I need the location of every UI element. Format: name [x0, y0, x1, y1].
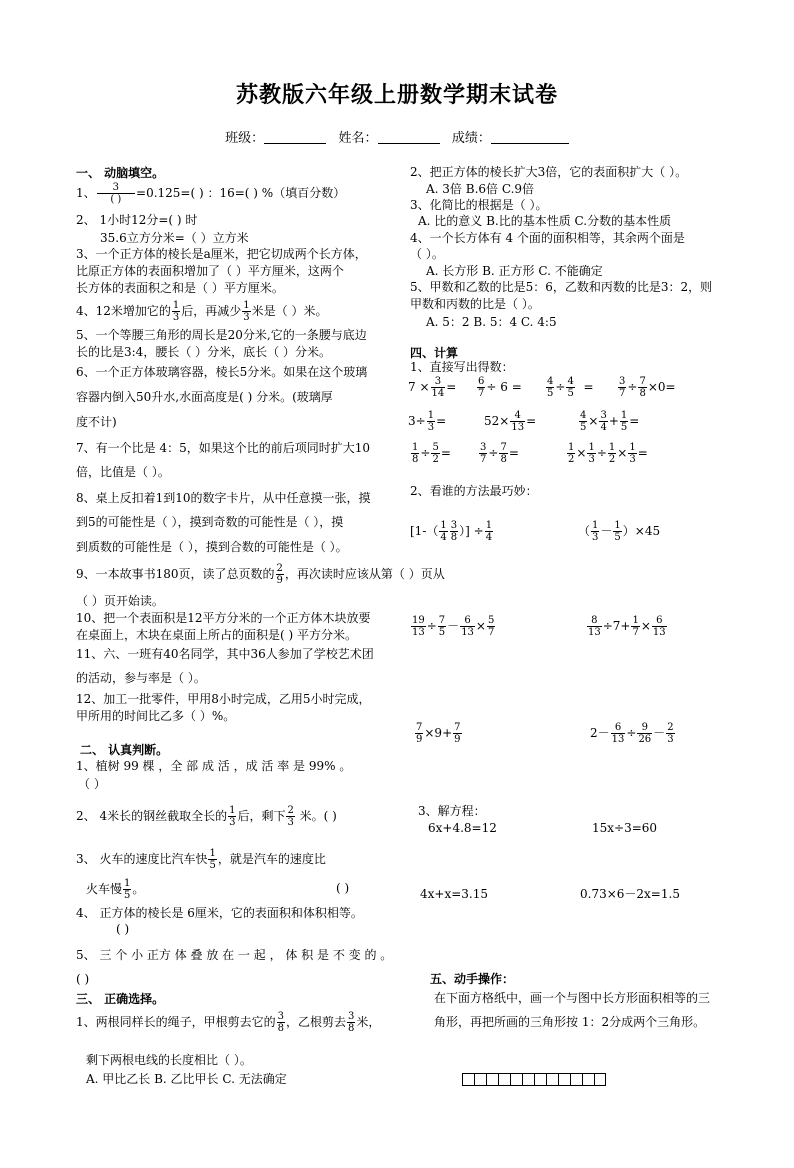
section-2-title: 二、 认真判断。 — [80, 743, 169, 757]
question-8-c: 到质数的可能性是（ ），摸到合数的可能性是（ ）。 — [76, 540, 348, 554]
calc-expr: $\frac{4}{5}$ ÷ $\frac{4}{5}$ = — [547, 376, 594, 399]
judge-3-b: 火车慢 $\frac{1}{5}$ 。 — [86, 878, 145, 901]
calc-expr: $\frac{1}{8}$ ÷ $\frac{5}{2}$ = — [412, 442, 451, 465]
choice-3-options: A. 比的意义 B.比的基本性质 C.分数的基本性质 — [418, 214, 672, 228]
question-3-a: 3、一个正方体的棱长是a厘米，把它切成两个长方体， — [76, 247, 367, 261]
judge-4-b: ( ) — [116, 922, 130, 936]
question-3-b: 比原正方体的表面积增加了（ ）平方厘米，这两个 — [76, 264, 344, 278]
judge-3-answer: ( ) — [336, 881, 350, 895]
section-5-title: 五、动手操作： — [430, 972, 515, 986]
question-9-a: 9、一本故事书180页，读了总页数的 $\frac{2}{9}$ ，再次读时应该从第（ ）页从 — [76, 563, 445, 586]
grid-paper[interactable] — [462, 1073, 606, 1086]
class-label: 班级： — [225, 131, 265, 146]
calc-1-title: 1、直接写出得数： — [410, 360, 514, 374]
calc-expr: $\frac{4}{5}$ × $\frac{3}{4}$ + $\frac{1}{5}$ = — [580, 410, 640, 433]
judge-1-b: （ ） — [78, 777, 106, 791]
calc-expr: 7 × $\frac{3}{14}$ = — [408, 376, 457, 399]
question-11-a: 11、六、一班有40名同学，其中36人参加了学校艺术团 — [76, 647, 374, 661]
choice-4-b: （ ）。 — [410, 247, 444, 261]
calc-expr: $\frac{3}{7}$ ÷ $\frac{7}{8}$ ×0= — [619, 376, 676, 399]
score-label: 成绩： — [451, 131, 491, 146]
question-4: 4、12米增加它的 $\frac{1}{3}$ 后，再减少 $\frac{1}{3}$ 米是（ ）米。 — [76, 300, 328, 323]
choice-4-a: 4、一个长方体有 4 个面的面积相等，其余两个面是 — [410, 231, 685, 245]
name-field[interactable] — [378, 131, 440, 144]
section-1-title: 一、 动脑填空。 — [76, 166, 165, 180]
calc-expr: （ $\frac{1}{3}$ － $\frac{1}{5}$ ）×45 — [578, 520, 661, 543]
question-2-a: 2、 1小时12分=( ) 时 — [76, 213, 198, 227]
equation-2: 15x÷3=60 — [592, 821, 658, 835]
calc-expr: 52× $\frac{4}{13}$ = — [484, 410, 537, 433]
choice-5-a: 5、甲数和乙数的比是5：6，乙数和丙数的比是3：2，则 — [410, 280, 713, 294]
section-3-title: 三、 正确选择。 — [76, 992, 165, 1006]
operation-text-a: 在下面方格纸中，画一个与图中长方形面积相等的三 — [434, 991, 711, 1005]
equation-4: 0.73×6－2x=1.5 — [580, 887, 680, 901]
calc-expr: [1-（ $\frac{1}{4}$ $\frac{3}{8}$ ）] ÷ $\frac{1}{4}$ — [410, 520, 493, 543]
judge-3-a: 3、 火车的速度比汽车快 $\frac{1}{5}$ ，就是汽车的速度比 — [76, 848, 326, 871]
question-8-b: 到5的可能性是（ ），摸到奇数的可能性是（ ），摸 — [76, 515, 344, 529]
choice-1-options: A. 甲比乙长 B. 乙比甲长 C. 无法确定 — [86, 1072, 287, 1086]
fraction: $\frac{3}{( )}$ — [97, 182, 135, 205]
question-12-a: 12、加工一批零件，甲用8小时完成，乙用5小时完成， — [76, 692, 371, 706]
judge-1-a: 1、植树 99 棵 ，全 部 成 活 ，成 活 率 是 99% 。 — [76, 759, 352, 773]
judge-2: 2、 4米长的钢丝截取全长的 $\frac{1}{3}$ 后，剩下 $\frac{2}{3}$ 米。( ) — [76, 805, 337, 828]
calc-expr: 2－ $\frac{6}{13}$ ÷ $\frac{9}{26}$ － $\frac{2}{3}$ — [590, 722, 674, 745]
calc-expr: $\frac{7}{9}$ ×9+ $\frac{7}{9}$ — [416, 722, 461, 745]
choice-5-b: 甲数和丙数的比是（ ）。 — [410, 297, 540, 311]
name-label: 姓名： — [338, 131, 378, 146]
question-2-b: 35.6立方分米=（ ）立方米 — [100, 231, 249, 245]
choice-1-a: 1、两根同样长的绳子，甲根剪去它的 $\frac{3}{8}$ ，乙根剪去 $\frac{3}{8}$ 米， — [76, 1011, 381, 1034]
calc-expr: $\frac{3}{7}$ ÷ $\frac{7}{8}$ = — [480, 442, 519, 465]
question-10-b: 在桌面上，木块在桌面上所占的面积是( ) 平方分米。 — [76, 628, 357, 642]
choice-4-options: A. 长方形 B. 正方形 C. 不能确定 — [426, 264, 603, 278]
judge-4-a: 4、 正方体的棱长是 6厘米，它的表面积和体积相等。 — [76, 906, 363, 920]
calc-expr: $\frac{8}{13}$ ÷7+ $\frac{1}{7}$ × $\frac{6}{13}$ — [588, 615, 666, 638]
page-title: 苏教版六年级上册数学期末试卷 — [235, 83, 558, 108]
question-7-a: 7、有一个比是 4：5，如果这个比的前后项同时扩大10 — [76, 441, 370, 455]
question-5-a: 5、一个等腰三角形的周长是20分米,它的一条腰与底边 — [76, 328, 367, 342]
choice-2-options: A. 3倍 B.6倍 C.9倍 — [426, 182, 535, 196]
calc-3-title: 3、解方程： — [418, 804, 486, 818]
choice-2-a: 2、把正方体的棱长扩大3倍，它的表面积扩大（ ）。 — [410, 165, 688, 179]
question-5-b: 长的比是3:4，腰长（ ）分米，底长（ ）分米。 — [76, 345, 331, 359]
choice-3-a: 3、化简比的根据是（ ）。 — [410, 198, 548, 212]
question-6-b: 容器内倒入50升水,水面高度是( ) 分米。(玻璃厚 — [76, 390, 333, 404]
operation-text-b: 角形，再把所画的三角形按 1：2分成两个三角形。 — [434, 1015, 706, 1029]
student-info-line — [0, 127, 794, 146]
calc-expr: $\frac{19}{13}$ ÷ $\frac{7}{5}$ － $\frac{6}{13}$ × $\frac{5}{7}$ — [412, 615, 495, 638]
section-4-title: 四、计算 — [410, 346, 459, 360]
equation-3: 4x+x=3.15 — [420, 887, 488, 901]
question-10-a: 10、把一个表面积是12平方分米的一个正方体木块放要 — [76, 611, 371, 625]
question-6-a: 6、一个正方体玻璃容器，棱长5分米。如果在这个玻璃 — [76, 365, 368, 379]
calc-2-title: 2、看谁的方法最巧妙： — [410, 484, 538, 498]
judge-5-a: 5、 三 个 小 正方 体 叠 放 在 一 起 ， 体 积 是 不 变 的 。 — [76, 948, 393, 962]
question-9-b: （ ）页开始读。 — [76, 594, 164, 608]
question-3-c: 长方体的表面积之和是（ ）平方厘米。 — [76, 281, 284, 295]
question-1: 1、 $\frac{3}{( )}$ =0.125=( ) ：16=( ) %（填百分数） — [76, 182, 346, 205]
question-12-b: 甲所用的时间比乙多（ ）%。 — [76, 709, 236, 723]
calc-expr: $\frac{1}{2}$ × $\frac{1}{3}$ ÷ $\frac{1}{2}$ × $\frac{1}{3}$ = — [568, 442, 648, 465]
score-field[interactable] — [491, 131, 569, 144]
class-field[interactable] — [264, 131, 326, 144]
choice-5-options: A. 5：2 B. 5：4 C. 4:5 — [426, 315, 557, 329]
question-8-a: 8、桌上反扣着1到10的数字卡片，从中任意摸一张，摸 — [76, 491, 371, 505]
question-7-b: 倍，比值是（ ）。 — [76, 465, 170, 479]
calc-expr: $\frac{6}{7}$ ÷ 6 = — [478, 376, 522, 399]
calc-expr: 3÷ $\frac{1}{3}$ = — [408, 410, 447, 433]
question-6-c: 度不计) — [76, 415, 117, 429]
judge-5-b: ( ) — [76, 972, 90, 986]
equation-1: 6x+4.8=12 — [428, 821, 497, 835]
question-11-b: 的活动，参与率是（ ）。 — [76, 671, 206, 685]
choice-1-b: 剩下两根电线的长度相比（ ）。 — [86, 1053, 252, 1067]
